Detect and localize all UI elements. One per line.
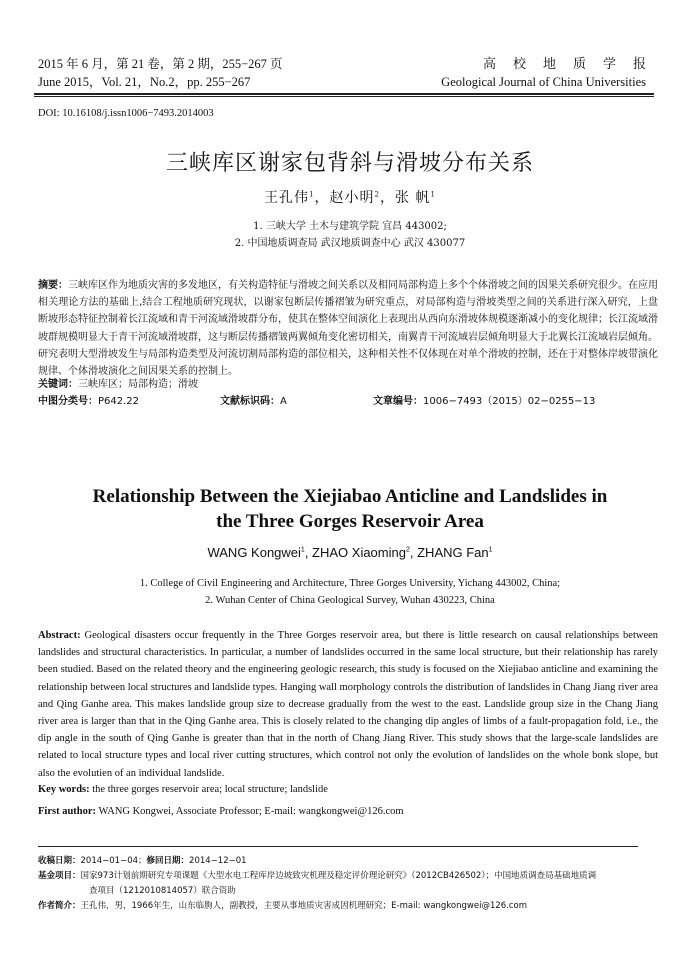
classification-number bbox=[38, 392, 139, 407]
english-title bbox=[0, 484, 700, 534]
author-name: ZHANG Fan bbox=[417, 545, 489, 560]
author-separator: ， bbox=[314, 190, 330, 206]
author-affiliation-mark: 2 bbox=[405, 546, 410, 554]
abstract-text: 三峡库区作为地质灾害的多发地区，有关构造特征与滑坡之间关系以及相同局部构造上多个个体滑坡之间的因果关系研究很少。在应用相关理论方法的基础上,结合工程地质研究现状，以谢家包断层传播褶皱为研究重点，对局部构造与滑坡类型之间的关系进行深入研究，上盘断坡形态特征控制着长江流域和青干河流域滑坡群分布，使其在整体空间演化上表现出从西向东滑坡体规模逐渐减小的变化规律；长江流域滑坡群规模明显大于青干河流域滑坡群，这与断层传播褶皱两翼倾角变化密切相关，南翼青干河流域岩层倾角明显大于北翼长江流域岩层倾角。研究表明大型滑坡发生与局部构造类型及河流切割局部构造的部位相关，这种相关性不仅体现在对单个滑坡的控制，还在于对整体岸坡带演化规律、个体滑坡演化之间因果关系的控制上。 bbox=[38, 280, 658, 378]
chinese-affiliations bbox=[0, 218, 700, 252]
author-affiliation-mark: 2 bbox=[374, 190, 380, 199]
author-separator: , bbox=[409, 545, 418, 560]
classification-value: P642.22 bbox=[98, 396, 140, 407]
chinese-keywords bbox=[38, 375, 198, 390]
author-separator: ， bbox=[380, 190, 395, 206]
first-author-label: First author: bbox=[38, 806, 97, 817]
author-affiliation-mark: 1 bbox=[430, 190, 436, 199]
affiliation: 1. 三峡大学 土木与建筑学院 宜昌 443002; bbox=[253, 221, 447, 232]
author-separator: , bbox=[304, 545, 313, 560]
abstract-label: 摘要： bbox=[38, 280, 68, 291]
header-rule bbox=[34, 93, 654, 95]
issue-line-en: June 2015，Vol. 21，No.2，pp. 255−267 bbox=[38, 75, 251, 89]
author-affiliation-mark: 1 bbox=[488, 546, 493, 554]
revised-date: 2014−12−01 bbox=[189, 856, 247, 866]
doi: DOI: 10.16108/j.issn1006−7493.2014003 bbox=[38, 108, 214, 119]
header-rule-thin bbox=[34, 96, 654, 97]
journal-name bbox=[441, 55, 663, 91]
classification-label: 中图分类号： bbox=[38, 396, 98, 407]
author-name: 张 帆 bbox=[395, 190, 431, 206]
author-name: ZHAO Xiaoming bbox=[312, 545, 406, 560]
footnotes bbox=[38, 854, 658, 914]
document-code-label: 文献标识码： bbox=[220, 396, 280, 407]
fund-text: 国家973计划前期研究专项课题《大型水电工程库岸边坡致灾机理及稳定评价理论研究》（2012CB426502）；中国地质调查局基础地质调 bbox=[80, 871, 597, 881]
issue-line-cn: 2015 年 6 月，第 21 卷，第 2 期，255−267 页 bbox=[38, 57, 283, 71]
journal-name-cn: 高校地质学报 bbox=[482, 56, 663, 71]
chinese-authors bbox=[0, 187, 700, 207]
affiliation: 1. College of Civil Engineering and Architecture, Three Gorges University, Yichang 443002, China; bbox=[139, 578, 561, 589]
revised-label: 修回日期： bbox=[146, 856, 190, 866]
fund-text-continued: 查项目（1212010814057）联合资助 bbox=[89, 886, 236, 896]
keywords-text: the three gorges reservoir area; local structure; landslide bbox=[92, 784, 328, 795]
journal-name-en: Geological Journal of China Universities bbox=[441, 75, 646, 89]
english-title-line: Relationship Between the Xiejiabao Anticline and Landslides in bbox=[92, 486, 608, 507]
bio-text: 王孔伟，男，1966年生，山东临朐人，副教授，主要从事地质灾害成因机理研究；E-mail: wangkongwei@126.com bbox=[80, 901, 528, 911]
keywords-text: 三峡库区；局部构造；滑坡 bbox=[78, 379, 198, 390]
keywords-label: 关键词： bbox=[38, 379, 78, 390]
author-name: 王孔伟 bbox=[264, 190, 310, 206]
received-date: 2014−01−04； bbox=[80, 856, 147, 866]
bio-label: 作者简介： bbox=[38, 901, 81, 911]
author-affiliation-mark: 1 bbox=[300, 546, 305, 554]
english-keywords bbox=[38, 784, 328, 795]
author-affiliation-mark: 1 bbox=[309, 190, 315, 199]
article-number bbox=[373, 392, 595, 407]
affiliation: 2. 中国地质调查局 武汉地质调查中心 武汉 430077 bbox=[234, 238, 466, 249]
affiliation: 2. Wuhan Center of China Geological Survey, Wuhan 430223, China bbox=[205, 595, 495, 606]
journal-issue-info bbox=[38, 55, 283, 91]
abstract-text: Geological disasters occur frequently in the Three Gorges reservoir area, but there is little research on causal relationships between landslides and structural characteristics. In particular, a number of landslides occurred in the same local structure, but their relationship has rarely been studied. Based on the related theory and the engineering geologic research, this study is focused on the Xiejiabao anticline and examining the relationship between local structures and landslide types. Hanging wall morphology controls the distribution of landslides in Chang Jiang river area and Qing Ganhe area. This makes landslide group size to decrease gradually from the west to the east. Landslide group size in the Chang Jiang river area is larger than that in the Qing Ganhe area. This is closely related to the changing dip angles of limbs of a fault-propagation fold, i.e., the dip angle in the south of Qing Ganhe is greater than that in the north of Chang Jiang River. This study shows that the large-scale landslides are related to local structure types and local river cutting structures, which control not only the evolution of landslides on the whole bonk slope, but also the evolutien of an individual landslide. bbox=[38, 630, 659, 779]
author-name: WANG Kongwei bbox=[207, 545, 301, 560]
chinese-title: 三峡库区谢家包背斜与滑坡分布关系 bbox=[165, 151, 534, 176]
first-author bbox=[38, 806, 404, 817]
received-label: 收稿日期： bbox=[38, 856, 81, 866]
fund-info bbox=[38, 869, 658, 884]
author-bio bbox=[38, 899, 658, 914]
document-code bbox=[220, 392, 287, 407]
document-code-value: A bbox=[280, 396, 287, 407]
abstract-label: Abstract: bbox=[38, 630, 81, 641]
english-abstract bbox=[38, 627, 658, 782]
received-dates bbox=[38, 854, 658, 869]
article-number-value: 1006−7493（2015）02−0255−13 bbox=[423, 396, 596, 407]
fund-label: 基金项目： bbox=[38, 871, 81, 881]
footnote-rule bbox=[38, 846, 638, 847]
article-number-label: 文章编号： bbox=[373, 396, 423, 407]
author-name: 赵小明 bbox=[329, 190, 375, 206]
english-authors bbox=[0, 545, 700, 560]
english-affiliations bbox=[0, 575, 700, 609]
english-title-line: the Three Gorges Reservoir Area bbox=[216, 511, 484, 532]
chinese-abstract bbox=[38, 277, 658, 380]
first-author-text: WANG Kongwei, Associate Professor; E-mail: wangkongwei@126.com bbox=[98, 806, 404, 817]
keywords-label: Key words: bbox=[38, 784, 90, 795]
